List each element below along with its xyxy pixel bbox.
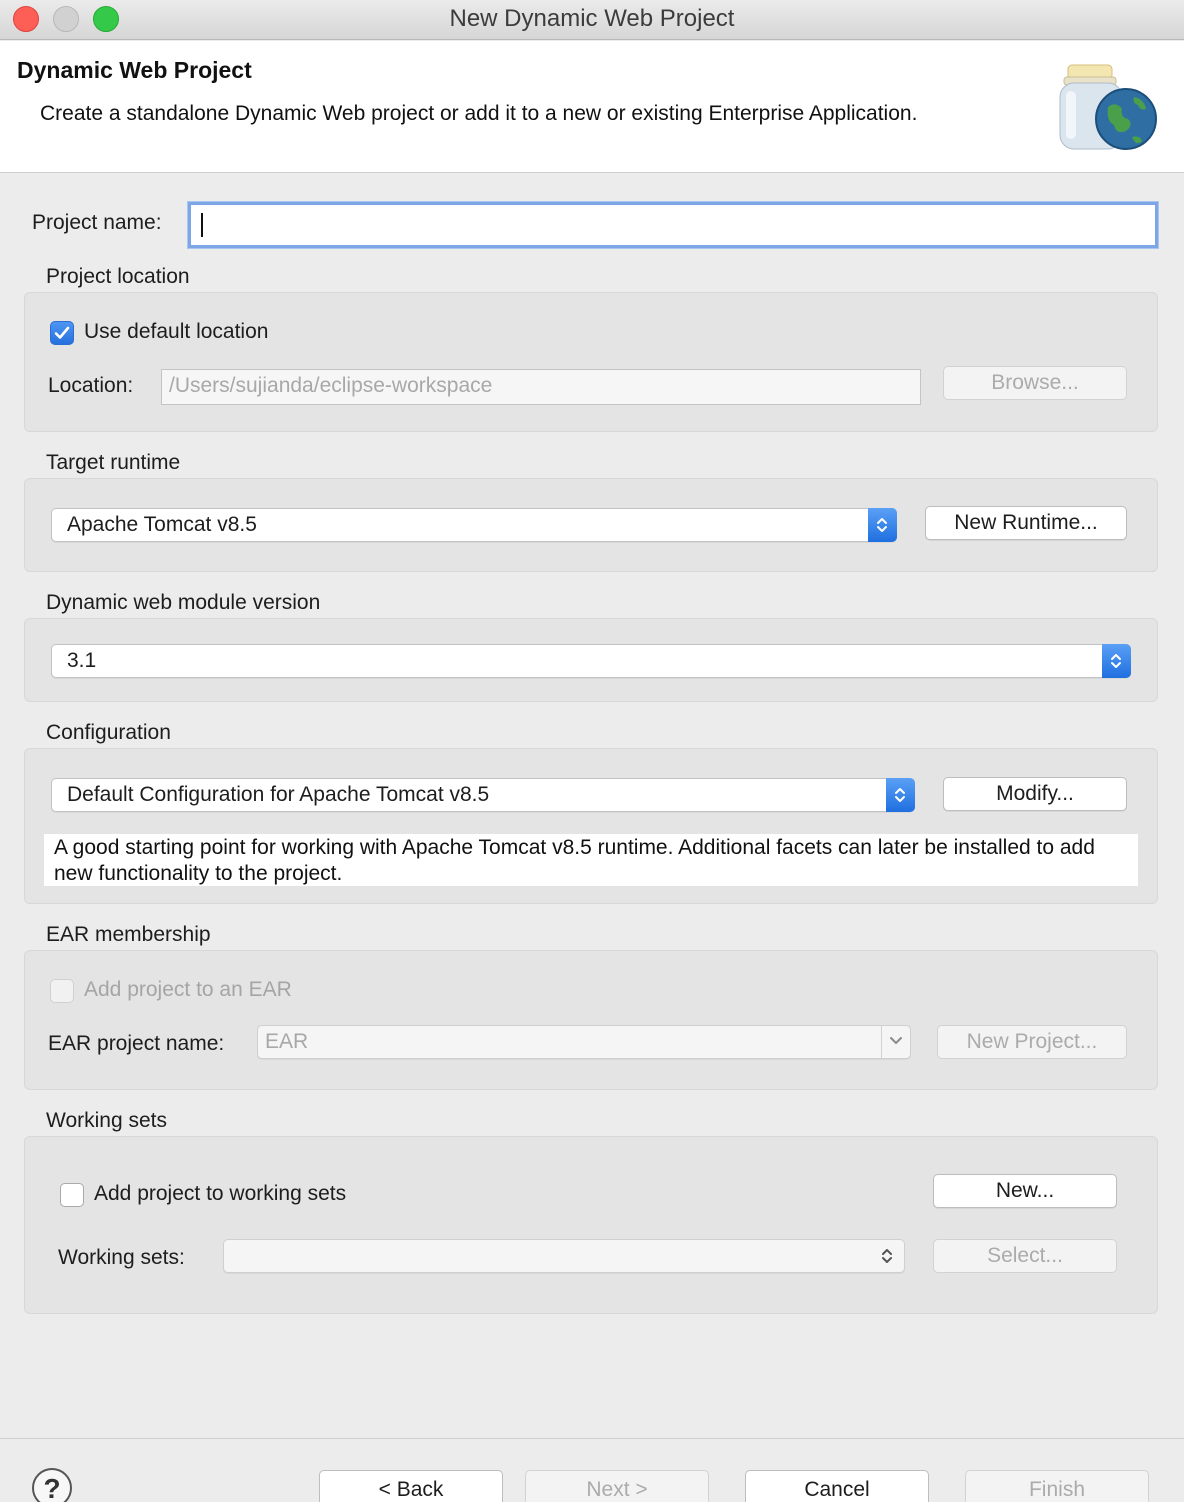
checkmark-icon (54, 325, 70, 341)
module-version-select[interactable]: 3.1 (51, 644, 1131, 678)
modify-button[interactable]: Modify... (943, 777, 1127, 811)
working-sets-select[interactable] (223, 1239, 905, 1273)
location-input[interactable]: /Users/sujianda/eclipse-workspace (161, 369, 921, 405)
add-to-working-sets-checkbox[interactable] (60, 1183, 84, 1207)
finish-button[interactable]: Finish (965, 1470, 1149, 1502)
updown-chevron-icon (876, 1240, 902, 1272)
use-default-location-label: Use default location (84, 320, 269, 343)
working-sets-group (24, 1136, 1158, 1314)
footer-divider (0, 1438, 1184, 1439)
module-version-section-label: Dynamic web module version (46, 591, 321, 614)
target-runtime-group (24, 478, 1158, 572)
updown-chevron-icon (868, 508, 897, 542)
ear-membership-section-label: EAR membership (46, 923, 211, 946)
use-default-location-checkbox[interactable] (50, 321, 74, 345)
new-runtime-button[interactable]: New Runtime... (925, 506, 1127, 540)
web-project-jar-icon (1050, 51, 1165, 161)
background-edge (1184, 0, 1190, 1502)
project-location-group (24, 292, 1158, 432)
module-version-group (24, 618, 1158, 702)
target-runtime-select[interactable]: Apache Tomcat v8.5 (51, 508, 897, 542)
location-label: Location: (48, 374, 134, 397)
new-ear-project-button[interactable]: New Project... (937, 1025, 1127, 1059)
updown-chevron-icon (1102, 644, 1131, 678)
next-button[interactable]: Next > (525, 1470, 709, 1502)
wizard-description: Create a standalone Dynamic Web project or add it to a new or existing Enterprise Application. (40, 102, 918, 125)
text-cursor (201, 213, 203, 237)
wizard-header (0, 41, 1184, 173)
working-sets-section-label: Working sets (46, 1109, 167, 1132)
back-button[interactable]: < Back (319, 1470, 503, 1502)
new-working-set-button[interactable]: New... (933, 1174, 1117, 1208)
target-runtime-section-label: Target runtime (46, 451, 181, 474)
configuration-description: A good starting point for working with Apache Tomcat v8.5 runtime. Additional facets can later be installed to add new functionality to the project. (44, 834, 1138, 886)
title-bar (0, 0, 1184, 40)
project-name-label: Project name: (32, 211, 162, 234)
add-to-ear-label: Add project to an EAR (84, 978, 292, 1001)
help-icon[interactable]: ? (32, 1468, 72, 1502)
configuration-select[interactable]: Default Configuration for Apache Tomcat v8.5 (51, 778, 915, 812)
cancel-button[interactable]: Cancel (745, 1470, 929, 1502)
ear-project-name-label: EAR project name: (48, 1032, 225, 1055)
project-name-input[interactable] (188, 202, 1158, 248)
browse-button[interactable]: Browse... (943, 366, 1127, 400)
wizard-title: Dynamic Web Project (17, 57, 252, 83)
ear-project-name-combo[interactable]: EAR (257, 1025, 911, 1059)
project-location-section-label: Project location (46, 265, 190, 288)
chevron-down-icon (881, 1026, 910, 1058)
configuration-section-label: Configuration (46, 721, 171, 744)
select-working-sets-button[interactable]: Select... (933, 1239, 1117, 1273)
working-sets-label: Working sets: (58, 1246, 185, 1269)
window-title: New Dynamic Web Project (449, 5, 735, 32)
add-to-working-sets-label: Add project to working sets (94, 1182, 347, 1205)
ear-membership-group (24, 950, 1158, 1090)
updown-chevron-icon (886, 778, 915, 812)
add-to-ear-checkbox[interactable] (50, 979, 74, 1003)
